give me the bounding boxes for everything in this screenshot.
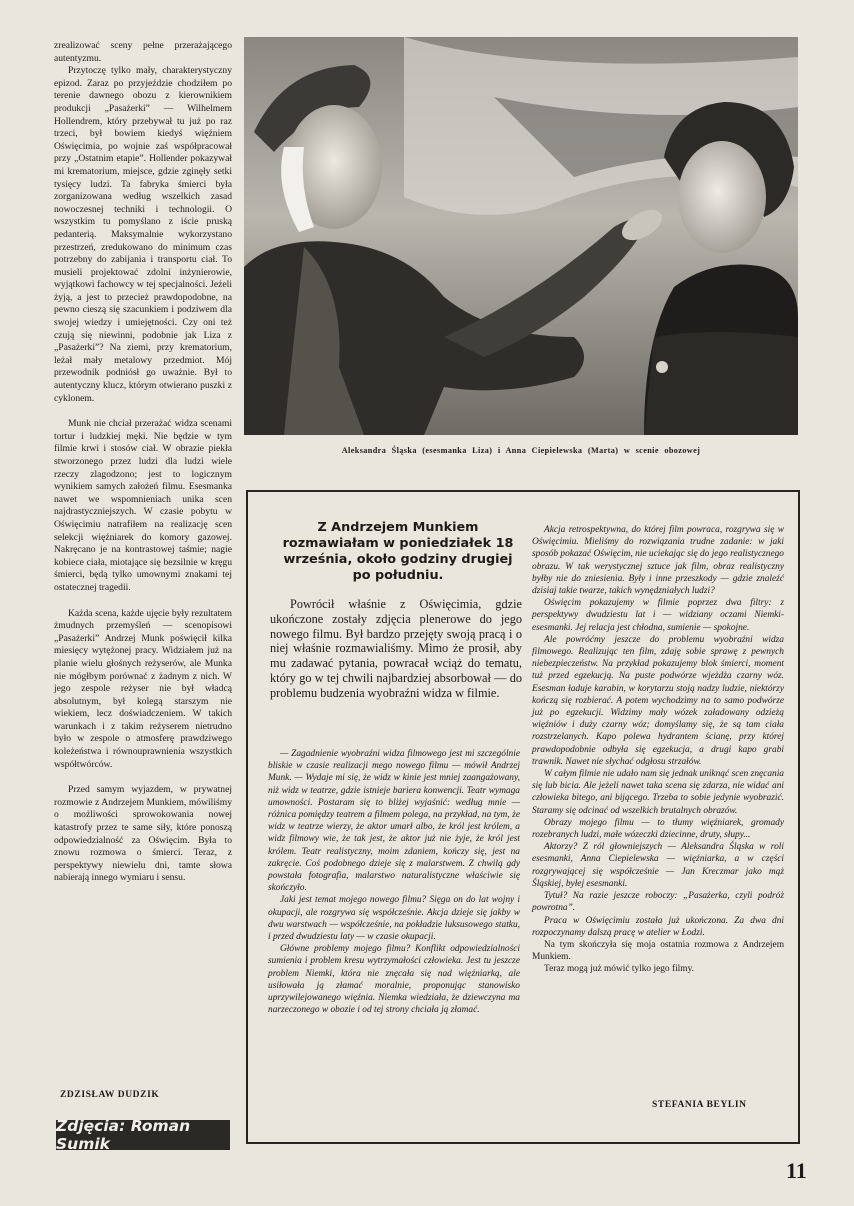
- interview-paragraph: Obrazy mojego filmu — to tłumy więźniarek, gromady rozebranych ludzi, małe wózeczki dziecinne, druty, słupy...: [532, 817, 784, 841]
- interview-right-column: [532, 524, 784, 976]
- film-still-illustration: [244, 37, 798, 435]
- interview-author-signature: STEFANIA BEYLIN: [652, 1100, 747, 1110]
- photo-caption: Aleksandra Śląska (esesmanka Liza) i Anna Ciepielewska (Marta) w scenie obozowej: [341, 446, 701, 455]
- interview-paragraph: Tytuł? Na razie jeszcze roboczy: „Pasażerka, czyli podróż powrotna”.: [532, 891, 784, 914]
- left-paragraph: Przed samym wyjazdem, w prywatnej rozmowie z Andrzejem Munkiem, mówiliśmy o możliwości sprowokowania nowej katastrofy przez te same siły, które ponoszą odpowiedzialność za Oświęcim. Była to znowu rozmowa o śmierci. Teraz, z perspektywy niewielu dni, tamte słowa nabierają innego wymiaru i sensu.: [54, 784, 232, 884]
- film-still-photo: [244, 37, 798, 435]
- interview-paragraph: W całym filmie nie udało nam się jednak uniknąć scen znęcania się lub bicia. Ale jeżeli nawet taka scena się zdarza, nie widać ani człowieka bitego, ani bijącego. Trzeba to sobie jedynie wyobrazić. Staramy się odcinać od wszelkich brutalnych obrazów.: [532, 769, 784, 816]
- photo-credit-text: Zdjęcia: Roman Sumik: [56, 1117, 191, 1153]
- left-paragraph: Munk nie chciał przerażać widza scenami tortur i ludzkiej męki. Nie będzie w tym filmie krwi i stosów ciał. W obrazie piekła stworzonego przez ludzi dla ludzi wiele rzeczy zlagodzono; jest to logicznym wynikiem samych założeń filmu. Esesmanka nawet we wspomnieniach unika scen najdrastyczniejszych. W czasie pobytu w Oświęcimiu natrafiłem na realizację scen selekcji więźniarek do komory gazowej. Nakręcano je na kontrastowej taśmie; nagie kobiece ciała, miotające się bezsilnie w kręgu śmierci, będą tylko umownymi znakami tej ostatecznej tragedii.: [54, 418, 232, 593]
- interview-heading: Z Andrzejem Munkiem rozmawiałam w poniedziałek 18 września, około godziny drugiej po południu.: [282, 520, 514, 583]
- interview-paragraph: Aktorzy? Z ról głowniejszych — Aleksandra Śląska w roli esesmanki, Anna Ciepielewska — więźniarka, a w części rozgrywającej się współcześnie — Jan Kreczmar jako mąż Śląskiej, byłej esesmanki.: [532, 842, 784, 889]
- interview-paragraph: — Zagadnienie wyobraźni widza filmowego jest mi szczególnie bliskie w czasie realizacji mego nowego filmu — mówił Andrzej Munk. — Wydaje mi się, że widz w kinie jest mniej zaangażowany, niż widz w teatrze, gdzie istnieje bariera konwencji. Teatr wymaga umowności. Postaram się to bliżej wyjaśnić: według mnie — różnica pomiędzy teatrem a filmem polega, na przykład, na tym, że widz w teatrze wierzy, że aktor umarł albo, że król jest królem, a widz filmowy wie, że tak jest, że aktor już nie żyje, że król jest królem. Teatr realistyczny, moim zdaniem, kończy się, jest na zakręcie. Coś podobnego dzieje się z malarstwem. Z chwilą gdy powstała fotografia, malarstwo naturalistyczne właściwie się skończyło.: [268, 749, 520, 894]
- interview-intro: Powrócił właśnie z Oświęcimia, gdzie ukończone zostały zdjęcia plenerowe do jego nowego filmu. Był bardzo przejęty swoją pracą i o niej właśnie rozmawialiśmy. Mimo że prosił, aby mu zadawać pytania, powracał wciąż do tematu, który go w tej chwili najbardziej absorbował — do problemu budzenia wyobraźni widza w filmie.: [270, 597, 522, 700]
- left-paragraph: Przytoczę tylko mały, charakterystyczny epizod. Zaraz po przyjeździe chodziłem po terenie dawnego obozu z kierownikiem produkcji „Pasażerki” — Wilhelmem Hollendrem, który przebywał tu już po raz trzeci, był bowiem kiedyś więźniem Oświęcimia, po wojnie zaś współpracował przy „Ostatnim etapie”. Hollender pokazywał mi krematorium, miejsce, gdzie zginęły setki tysięcy ludzi. Ta fabryka śmierci była zorganizowana według wszelkich zasad nowoczesnej techniki i technologii. O wszystkim tu pomyślano z iście pruską pedanterią. Maksymalnie wykorzystano przestrzeń, zredukowano do minimum czas potrzebny do zabijania i transportu ciał. To musieli projektować zdolni inżynierowie, wyjątkowi fachowcy w tej specjalności. Jeżeli żyją, a jest to przecież prawdopodobne, na pewno cieszą się szacunkiem i podziwem dla swojej wiedzy i umiejętności. Czy oni też czują się niewinni, podobnie jak Liza z „Pasażerki”? Na ziemi, przy krematorium, leżał mały metalowy przedmiot. Mój przewodnik podniósł go uważnie. Był to autentyczny klucz, którym otwierano puszki z cyklonem.: [54, 65, 232, 404]
- interview-closing: Teraz mogą już mówić tylko jego filmy.: [544, 964, 694, 975]
- interview-paragraph: Główne problemy mojego filmu? Konflikt odpowiedzialności sumienia i problem kresu wytrzymałości człowieka. Jest tu jeszcze problem Niemki, która nie znęcała się nad więźniarką, ale usiłowała ją złamać moralnie, proponując stanowisko uprzywilejowanego więźnia. Niemka wiedziała, że dziewczyna ma narzeczonego w obozie i od tej strony chciała ją złamać.: [268, 944, 520, 1016]
- interview-paragraph: Akcja retrospektywna, do której film powraca, rozgrywa się w Oświęcimiu. Mieliśmy do rozwiązania trudne zadanie: w jaki sposób pokazać Oświęcim, nie uciekając się do jego realistycznego obrazu. W tak werystycznej sztuce jak film, obraz realistyczny byłby nie do zniesienia. Były i inne przeszkody — gdzie znaleźć dzisiaj takie twarze, takich wynędzniałych ludzi?: [532, 525, 784, 597]
- interview-paragraph: Oświęcim pokazujemy w filmie poprzez dwa filtry: z perspektywy dwudziestu lat i — widziany oczami Niemki-esesmanki. Jej relacja jest chłodna, sumienie — spokojne.: [532, 598, 784, 633]
- left-article-column: [54, 40, 232, 885]
- interview-closing: Na tym skończyła się moja ostatnia rozmowa z Andrzejem Munkiem.: [532, 939, 784, 963]
- interview-paragraph: Ale powróćmy jeszcze do problemu wyobraźni widza filmowego. Realizując ten film, zdaję sobie sprawę z pewnych niebezpieczeństw. Na przykład pokazujemy blok śmierci, moment tuż przed egzekucją. Na puste podwórze wjeżdża czarny wóz. Esesman ładuje karabin, w korytarzu stoją nadzy ludzie, niektórzy kończą się rozbierać. A potem wychodzimy na to samo podwórze już po egzekucji. Widzimy mały wózek załadowany odzieżą więźniów i duży czarny wóz; domyślamy się, że są tam ciała rozstrzelanych. Kapo polewa hydrantem ścianę, przy której prawdopodobnie odbyła się egzekucja, a drugi kapo grabi trawnik. Nawet nie słychać odgłosu strzałów.: [532, 634, 784, 767]
- photo-credit-box: [56, 1117, 230, 1153]
- left-paragraph: zrealizować sceny pełne przerażającego autentyzmu.: [54, 40, 232, 64]
- left-author-signature: ZDZISŁAW DUDZIK: [60, 1090, 160, 1100]
- interview-paragraph: Praca w Oświęcimiu została już ukończona. Za dwa dni rozpoczynamy dalszą pracę w atelier w Łodzi.: [532, 915, 784, 938]
- left-paragraph: Każda scena, każde ujęcie były rezultatem żmudnych przemyśleń — scenopisowi „Pasażerki” Andrzej Munk poświęcił kilka miesięcy wytężonej pracy. Widziałem już na planie wielu głośnych reżyserów, ale Munka nie mógłbym porównać z żadnym z nich. W jego zespole reżyser nie był władcą absolutnym, był kolegą starszym nie wiekiem, lecz doświadczeniem. W takich warunkach i z takim reżyserem nietrudno było w zespole o atmosferę prawdziwego koleżeństwa i równouprawnienia wszystkich współtwórców.: [54, 607, 232, 770]
- interview-paragraph: Jaki jest temat mojego nowego filmu? Sięga on do lat wojny i okupacji, ale rozgrywa się współcześnie. Akcja dzieje się jakby w dwu warstwach — współcześnie, na pokładzie luksusowego statku, i przed dwudziestu laty — w czasie okupacji.: [268, 895, 520, 943]
- page-number: 11: [786, 1158, 807, 1183]
- interview-lead: [264, 520, 524, 701]
- interview-middle-column: [268, 748, 520, 1016]
